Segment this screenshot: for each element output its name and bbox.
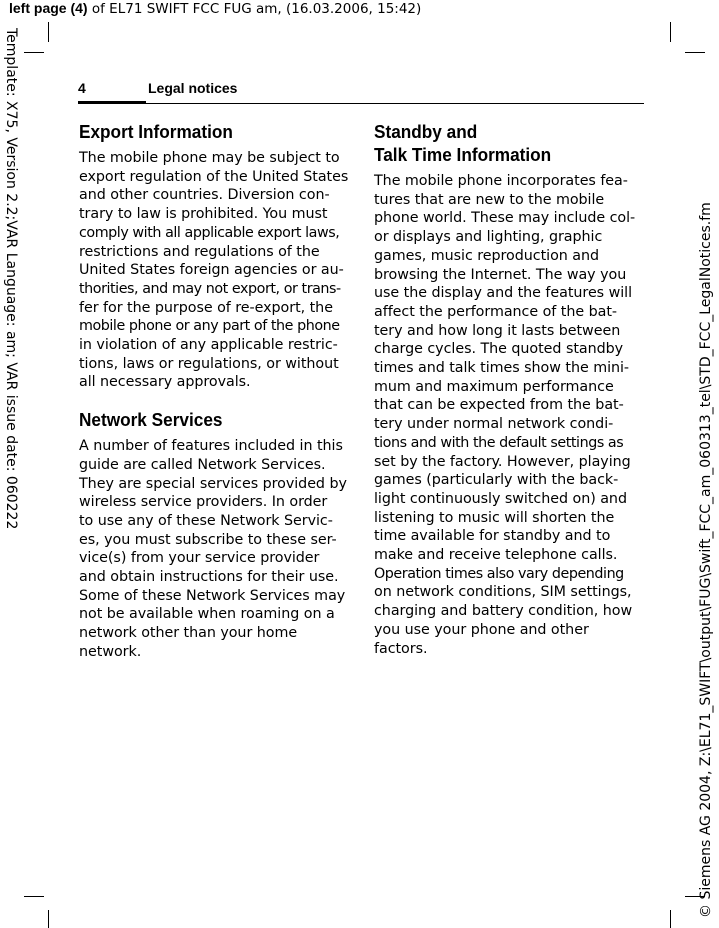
crop-mark-tr-v [670, 22, 671, 42]
right-column [374, 120, 642, 674]
export-line: United States foreign agencies or au- [79, 262, 344, 279]
header-rule-thick [78, 101, 146, 104]
export-line: comply with all applicable export laws, [79, 224, 340, 241]
standby-line: times and talk times show the mini- [374, 360, 630, 377]
standby-line: tions and with the default settings as [374, 434, 624, 451]
document-page-label: left page (4) [9, 0, 88, 16]
standby-heading-line1: Standby and [374, 121, 478, 142]
export-line: fer for the purpose of re-export, the [79, 299, 333, 316]
standby-line: factors. [374, 640, 428, 657]
crop-mark-tl-v [48, 22, 49, 42]
standby-line: you use your phone and other [374, 621, 589, 638]
export-line: export regulation of the United States [79, 168, 349, 185]
standby-line: tures that are new to the mobile [374, 191, 605, 208]
document-info-line [9, 0, 421, 18]
crop-mark-tl-h [24, 52, 44, 53]
crop-mark-bl-v [48, 910, 49, 928]
standby-line: phone world. These may include col- [374, 210, 636, 227]
export-heading: Export Information [79, 121, 233, 142]
standby-line: on network conditions, SIM settings, [374, 584, 632, 601]
standby-heading-line2: Talk Time Information [374, 144, 552, 165]
copyright-path-text: © Siemens AG 2004, Z:\EL71_SWIFT\output\FUG\Swift_FCC_am_060313_tel\STD_FCC_LegalNotices.fm [698, 202, 714, 918]
standby-line: tery and how long it lasts between [374, 322, 621, 339]
export-line: The mobile phone may be subject to [79, 150, 340, 166]
standby-line: charge cycles. The quoted standby [374, 341, 624, 358]
export-line: thorities, and may not export, or trans- [79, 280, 341, 297]
standby-line: that can be expected from the bat- [374, 397, 624, 414]
standby-line: affect the performance of the bat- [374, 303, 617, 320]
standby-line: The mobile phone incorporates fea- [374, 173, 628, 189]
standby-line: charging and battery condition, how [374, 603, 633, 620]
network-line: not be available when roaming on a [79, 606, 335, 623]
header-rule-thin [146, 103, 644, 104]
export-line: tions, laws or regulations, or without [79, 355, 339, 372]
document-file-info: of EL71 SWIFT FCC FUG am, (16.03.2006, 15:42) [87, 1, 422, 17]
standby-line: mum and maximum performance [374, 378, 614, 395]
crop-mark-bl-h [24, 896, 44, 897]
standby-line: time available for standby and to [374, 528, 611, 545]
template-info-vertical [0, 28, 20, 588]
copyright-path-vertical [697, 0, 719, 928]
network-line: vice(s) from your service provider [79, 550, 320, 567]
standby-line: make and receive telephone calls. [374, 547, 618, 564]
standby-paragraph [374, 172, 642, 658]
page-title: Legal notices [148, 80, 238, 96]
standby-line: browsing the Internet. The way you [374, 266, 627, 283]
export-paragraph [79, 149, 347, 392]
export-line: in violation of any applicable restric- [79, 337, 338, 354]
network-line: and obtain instructions for their use. [79, 569, 339, 586]
network-line: es, you must subscribe to these ser- [79, 531, 337, 548]
network-line: A number of features included in this [79, 438, 343, 455]
standby-line: light continuously switched on) and [374, 490, 627, 507]
network-line: to use any of these Network Servic- [79, 512, 333, 529]
standby-line: set by the factory. However, playing [374, 453, 631, 470]
network-line: guide are called Network Services. [79, 456, 326, 473]
network-paragraph [79, 437, 347, 661]
network-line: Some of these Network Services may [79, 587, 346, 604]
standby-line: Operation times also vary depending [374, 565, 624, 582]
export-line: trary to law is prohibited. You must [79, 206, 328, 223]
export-line: restrictions and regulations of the [79, 243, 320, 260]
standby-line: use the display and the features will [374, 285, 632, 302]
network-line: network. [79, 643, 142, 660]
network-line: network other than your home [79, 625, 298, 642]
left-column [79, 120, 347, 678]
standby-line: games (particularly with the back- [374, 472, 619, 489]
standby-line: games, music reproduction and [374, 247, 600, 264]
network-heading: Network Services [79, 409, 223, 431]
page-number: 4 [78, 80, 86, 96]
standby-line: tery under normal network condi- [374, 416, 614, 433]
export-line: and other countries. Diversion con- [79, 187, 330, 204]
export-line: mobile phone or any part of the phone [79, 318, 340, 335]
network-line: They are special services provided by [79, 475, 347, 492]
template-info-text: Template: X75, Version 2.2;VAR Language: am; VAR issue date: 060222 [3, 28, 19, 530]
standby-line: or displays and lighting, graphic [374, 229, 603, 246]
export-line: all necessary approvals. [79, 374, 251, 391]
network-line: wireless service providers. In order [79, 494, 328, 511]
standby-line: listening to music will shorten the [374, 509, 615, 526]
standby-heading [374, 120, 623, 166]
crop-mark-br-v [670, 910, 671, 928]
